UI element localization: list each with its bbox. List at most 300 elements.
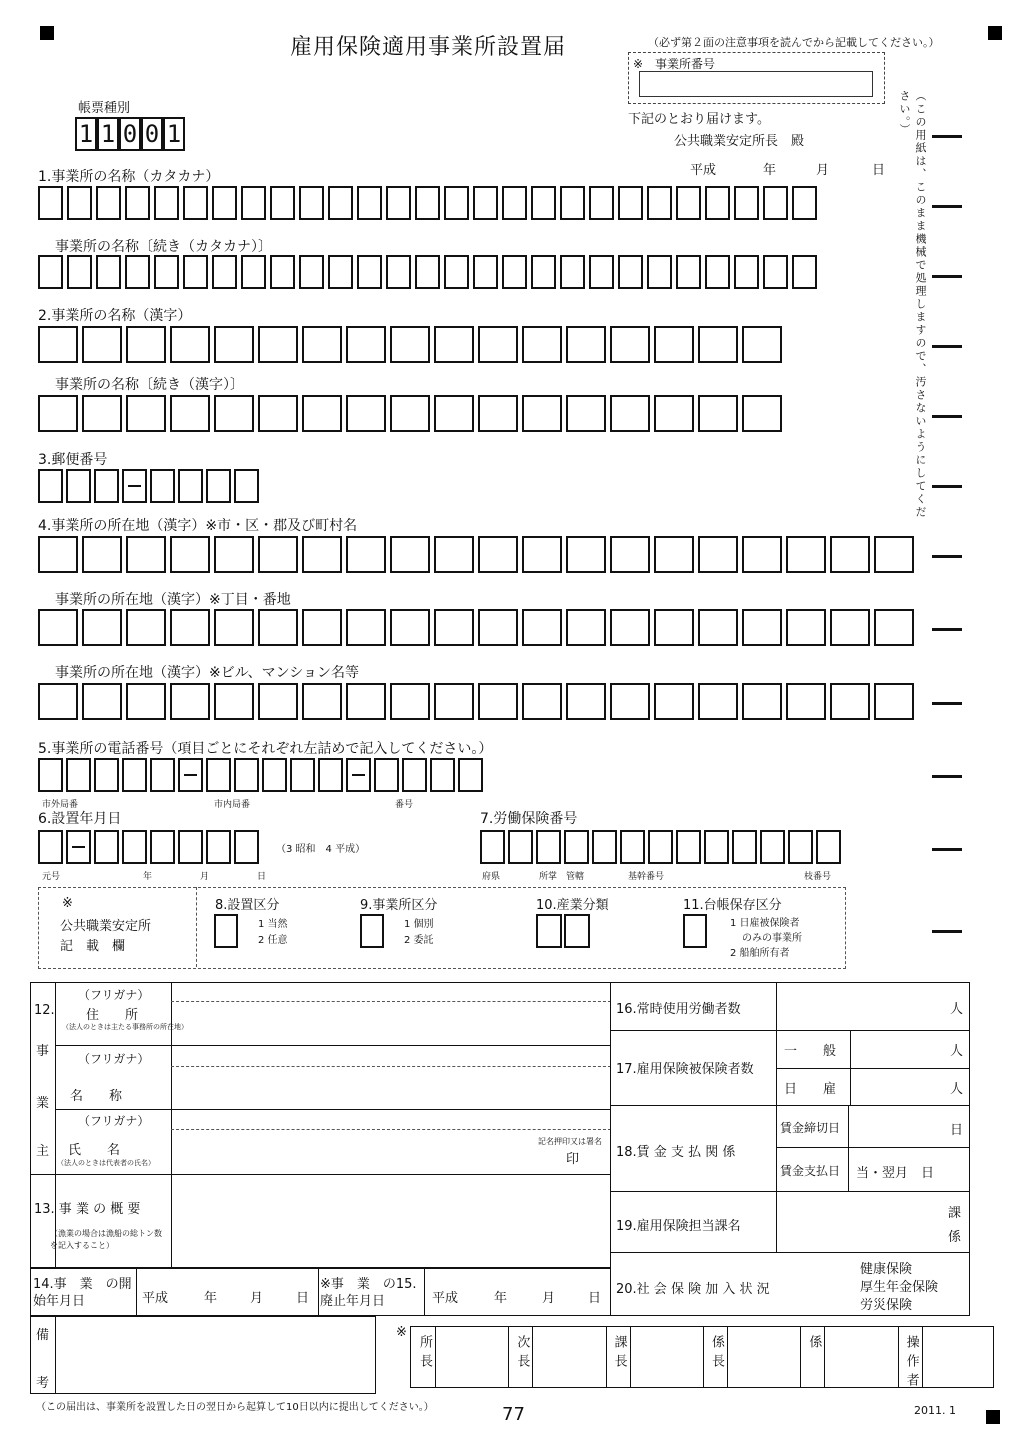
char-cell[interactable] — [502, 186, 527, 220]
char-cell[interactable] — [66, 469, 91, 503]
char-cell[interactable] — [874, 536, 914, 573]
char-cell[interactable] — [170, 609, 210, 646]
form-type-label: 帳票種別 — [78, 101, 131, 116]
divider — [30, 1174, 611, 1175]
form-title: 雇用保険適用事業所設置届 — [290, 35, 567, 60]
char-cell[interactable] — [38, 536, 78, 573]
date-part: 平成 — [142, 1291, 169, 1306]
char-cell[interactable] — [560, 186, 585, 220]
divider — [136, 1268, 137, 1316]
char-cell[interactable] — [94, 758, 119, 792]
char-cell[interactable] — [214, 609, 254, 646]
char-cell[interactable] — [302, 395, 342, 432]
char-cell[interactable] — [647, 255, 672, 289]
furigana-label: （フリガナ） — [78, 1114, 150, 1128]
stamp-slot[interactable] — [533, 1328, 603, 1386]
char-cell[interactable] — [126, 326, 166, 363]
base-number-caption: 基幹番号 — [628, 872, 665, 882]
divider — [508, 1327, 509, 1387]
char-cell[interactable] — [258, 536, 298, 573]
char-cell[interactable] — [346, 395, 386, 432]
char-cell[interactable] — [346, 326, 386, 363]
char-cell[interactable] — [154, 255, 179, 289]
char-cell[interactable] — [126, 683, 166, 720]
registration-mark — [40, 26, 54, 40]
option-text: 1 個別 — [404, 919, 434, 930]
char-cell[interactable] — [618, 186, 643, 220]
char-cell[interactable] — [38, 683, 78, 720]
subsection-unit: 係 — [948, 1230, 962, 1245]
char-cell[interactable] — [178, 469, 203, 503]
daily-label: 日 雇 — [784, 1082, 837, 1097]
industry-code-input[interactable] — [536, 914, 562, 948]
char-cell[interactable] — [566, 536, 606, 573]
char-cell[interactable] — [154, 186, 179, 220]
char-cell[interactable] — [763, 255, 788, 289]
char-cell[interactable] — [390, 609, 430, 646]
char-cell[interactable] — [531, 255, 556, 289]
date-part: 月 — [250, 1291, 264, 1306]
char-cell[interactable] — [38, 758, 63, 792]
char-cell[interactable] — [564, 830, 589, 864]
char-cell[interactable] — [430, 758, 455, 792]
char-cell[interactable] — [150, 469, 175, 503]
char-cell[interactable] — [96, 255, 121, 289]
char-cell[interactable] — [82, 609, 122, 646]
tick-mark — [932, 485, 962, 488]
char-cell[interactable] — [122, 758, 147, 792]
char-cell[interactable] — [434, 683, 474, 720]
char-cell[interactable] — [258, 326, 298, 363]
char-cell[interactable] — [734, 255, 759, 289]
field-7-label: 7.労働保険番号 — [480, 811, 578, 827]
office-type-input[interactable] — [360, 914, 384, 948]
char-cell[interactable] — [328, 186, 353, 220]
char-cell[interactable] — [434, 609, 474, 646]
char-cell[interactable] — [125, 255, 150, 289]
char-cell[interactable] — [786, 536, 826, 573]
field-13-note: （漁業の場合は漁船の総トン数を記入すること） — [50, 1229, 162, 1250]
char-cell[interactable] — [654, 395, 694, 432]
char-cell[interactable] — [178, 830, 203, 864]
char-cell[interactable] — [390, 326, 430, 363]
char-cell[interactable] — [676, 186, 701, 220]
address-label: 住 所 — [86, 1008, 139, 1023]
char-cell[interactable] — [560, 255, 585, 289]
divider — [800, 1327, 801, 1387]
char-cell[interactable] — [234, 469, 259, 503]
address-city-input[interactable] — [38, 536, 914, 573]
registration-mark — [988, 26, 1002, 40]
unit-label: 人 — [950, 1082, 964, 1097]
employer-name-input[interactable] — [172, 1068, 610, 1108]
char-cell[interactable] — [654, 609, 694, 646]
divider — [55, 1109, 611, 1110]
char-cell[interactable] — [38, 609, 78, 646]
char-cell[interactable] — [206, 758, 231, 792]
tick-mark — [932, 628, 962, 631]
prefecture-caption: 府県 — [482, 872, 501, 882]
char-cell[interactable] — [318, 758, 343, 792]
char-cell[interactable] — [94, 830, 119, 864]
field-12-char: 業 — [36, 1096, 50, 1111]
phone-input[interactable] — [38, 758, 483, 792]
char-cell[interactable] — [38, 186, 63, 220]
char-cell[interactable] — [742, 395, 782, 432]
date-month-label: 月 — [816, 163, 830, 178]
employer-address-input[interactable] — [172, 1003, 610, 1044]
char-cell[interactable] — [566, 609, 606, 646]
unit-label: 人 — [950, 1044, 964, 1059]
char-cell[interactable] — [212, 186, 237, 220]
char-cell[interactable] — [434, 395, 474, 432]
closing-day-unit: 日 — [950, 1123, 964, 1138]
accident-insurance: 労災保険 — [860, 1298, 913, 1313]
era-caption: 元号 — [42, 872, 61, 882]
char-cell[interactable] — [38, 326, 78, 363]
char-cell[interactable] — [357, 255, 382, 289]
office-name-kana-input[interactable] — [38, 186, 817, 220]
divider — [610, 1252, 970, 1253]
stamp-slot[interactable] — [728, 1328, 798, 1386]
furigana-label: （フリガナ） — [78, 988, 150, 1002]
char-cell[interactable] — [522, 395, 562, 432]
char-cell[interactable] — [816, 830, 841, 864]
office-name-kana-cont-input[interactable] — [38, 255, 817, 289]
char-cell[interactable] — [299, 186, 324, 220]
char-cell[interactable] — [522, 609, 562, 646]
char-cell[interactable] — [566, 326, 606, 363]
char-cell[interactable] — [522, 536, 562, 573]
char-cell[interactable] — [698, 609, 738, 646]
char-cell[interactable] — [374, 758, 399, 792]
option-text: 2 任意 — [258, 935, 288, 946]
char-cell[interactable] — [444, 186, 469, 220]
char-cell[interactable] — [830, 683, 870, 720]
divider — [776, 1147, 970, 1148]
date-part: 月 — [542, 1291, 556, 1306]
char-cell[interactable] — [792, 255, 817, 289]
field-14-label: 14.事 業 の開始年月日 — [33, 1277, 132, 1309]
char-cell[interactable] — [473, 186, 498, 220]
char-cell[interactable] — [212, 255, 237, 289]
char-cell[interactable] — [610, 609, 650, 646]
char-cell[interactable] — [732, 830, 757, 864]
office-name-kanji-cont-input[interactable] — [38, 395, 782, 432]
office-col-line1: 公共職業安定所 — [60, 919, 152, 934]
field-15-label: ※事 業 の15.廃止年月日 — [320, 1277, 417, 1309]
char-cell[interactable] — [183, 255, 208, 289]
char-cell[interactable] — [654, 536, 694, 573]
char-cell[interactable] — [478, 326, 518, 363]
char-cell[interactable] — [742, 326, 782, 363]
char-cell[interactable] — [214, 395, 254, 432]
tick-mark — [932, 930, 962, 933]
date-part: 日 — [588, 1291, 602, 1306]
char-cell[interactable] — [241, 186, 266, 220]
char-cell[interactable] — [654, 683, 694, 720]
char-cell[interactable] — [647, 186, 672, 220]
established-date-input[interactable] — [38, 830, 259, 864]
char-cell[interactable] — [676, 830, 701, 864]
pension-insurance: 厚生年金保険 — [860, 1280, 939, 1295]
char-cell[interactable] — [618, 255, 643, 289]
ledger-type-input[interactable] — [683, 914, 707, 948]
field-6-label: 6.設置年月日 — [38, 811, 122, 827]
char-cell[interactable] — [415, 255, 440, 289]
stamp-mark: ※ — [396, 1325, 407, 1340]
char-cell[interactable] — [270, 255, 295, 289]
char-cell[interactable] — [302, 683, 342, 720]
char-cell[interactable] — [742, 683, 782, 720]
tick-mark — [932, 205, 962, 208]
char-cell[interactable] — [150, 758, 175, 792]
char-cell[interactable] — [473, 255, 498, 289]
char-cell[interactable] — [589, 255, 614, 289]
char-cell[interactable] — [390, 395, 430, 432]
char-cell[interactable] — [67, 255, 92, 289]
option-text: 2 船舶所有者 — [730, 948, 790, 959]
business-summary-input[interactable] — [172, 1176, 610, 1266]
char-cell[interactable] — [698, 536, 738, 573]
char-cell[interactable] — [508, 830, 533, 864]
char-cell[interactable] — [170, 326, 210, 363]
char-cell[interactable] — [415, 186, 440, 220]
day-caption: 日 — [257, 872, 267, 882]
char-cell[interactable] — [170, 683, 210, 720]
char-cell[interactable] — [610, 395, 650, 432]
char-cell[interactable] — [299, 255, 324, 289]
char-cell[interactable] — [786, 683, 826, 720]
char-cell[interactable] — [38, 255, 63, 289]
char-cell[interactable] — [183, 186, 208, 220]
char-cell[interactable] — [67, 186, 92, 220]
divider — [776, 1068, 970, 1069]
char-cell[interactable] — [82, 683, 122, 720]
office-name-kanji-input[interactable] — [38, 326, 782, 363]
stamp-label: 操作者 — [903, 1335, 919, 1392]
char-cell[interactable] — [566, 395, 606, 432]
stamp-label: 係 — [806, 1335, 822, 1354]
char-cell[interactable] — [302, 536, 342, 573]
char-cell[interactable] — [234, 758, 259, 792]
char-cell[interactable] — [654, 326, 694, 363]
field-12-num: 12. — [34, 1003, 55, 1018]
char-cell[interactable] — [763, 186, 788, 220]
char-cell[interactable] — [38, 395, 78, 432]
form-type-digit: 0 — [141, 117, 163, 151]
char-cell[interactable] — [874, 683, 914, 720]
char-cell[interactable] — [698, 395, 738, 432]
char-cell[interactable] — [478, 395, 518, 432]
char-cell[interactable] — [478, 536, 518, 573]
divider — [196, 887, 197, 967]
field-12-char: 事 — [36, 1044, 50, 1059]
char-cell[interactable] — [390, 683, 430, 720]
stamp-slot[interactable] — [923, 1328, 993, 1386]
char-cell[interactable] — [502, 255, 527, 289]
number-caption: 番号 — [395, 800, 414, 810]
tick-mark — [932, 775, 962, 778]
furigana-line — [171, 1001, 611, 1002]
char-cell[interactable] — [566, 683, 606, 720]
char-cell[interactable] — [434, 536, 474, 573]
char-cell[interactable] — [760, 830, 785, 864]
char-cell[interactable] — [830, 536, 870, 573]
char-cell[interactable] — [788, 830, 813, 864]
char-cell[interactable] — [536, 830, 561, 864]
stamp-slot[interactable] — [631, 1328, 701, 1386]
char-cell[interactable] — [302, 326, 342, 363]
stamp-slot[interactable] — [825, 1328, 895, 1386]
char-cell[interactable] — [346, 536, 386, 573]
address-building-input[interactable] — [38, 683, 914, 720]
postal-code-input[interactable] — [38, 469, 259, 503]
char-cell[interactable] — [698, 683, 738, 720]
char-cell[interactable] — [705, 186, 730, 220]
side-note: （この用紙は、このまま機械で処理しますので、汚さないようにしてください。） — [898, 90, 927, 519]
local-code-caption: 市内局番 — [214, 800, 251, 810]
char-cell[interactable] — [830, 609, 870, 646]
char-cell[interactable] — [258, 395, 298, 432]
char-cell[interactable] — [258, 609, 298, 646]
char-cell[interactable] — [170, 395, 210, 432]
char-cell[interactable] — [480, 830, 505, 864]
seal-note: 記名押印又は署名 — [538, 1137, 602, 1146]
stamp-label: 課長 — [611, 1335, 627, 1373]
char-cell[interactable] — [126, 609, 166, 646]
char-cell[interactable] — [262, 758, 287, 792]
char-cell[interactable] — [234, 830, 259, 864]
char-cell[interactable] — [402, 758, 427, 792]
char-cell[interactable] — [390, 536, 430, 573]
char-cell[interactable] — [258, 683, 298, 720]
field-4c-label: 事業所の所在地（漢字）※ビル、マンション名等 — [55, 665, 359, 681]
char-cell[interactable] — [214, 683, 254, 720]
char-cell[interactable] — [96, 186, 121, 220]
char-cell[interactable] — [704, 830, 729, 864]
tick-mark — [932, 415, 962, 418]
date-part: 日 — [296, 1291, 310, 1306]
office-number-input[interactable] — [639, 71, 873, 97]
char-cell[interactable] — [676, 255, 701, 289]
pay-day-label: 賃金支払日 — [780, 1164, 841, 1178]
char-cell[interactable] — [478, 609, 518, 646]
char-cell[interactable] — [786, 609, 826, 646]
field-17-label: 17.雇用保険被保険者数 — [616, 1062, 754, 1077]
date-part: 平成 — [432, 1291, 459, 1306]
tick-mark — [932, 555, 962, 558]
furigana-line — [171, 1129, 611, 1130]
char-cell[interactable] — [620, 830, 645, 864]
char-cell[interactable] — [734, 186, 759, 220]
establishment-type-input[interactable] — [214, 914, 238, 948]
field-5-label: 5.事業所の電話番号（項目ごとにそれぞれ左詰めで記入してください。） — [38, 741, 493, 757]
labor-insurance-number-input[interactable] — [480, 830, 841, 864]
char-cell[interactable] — [458, 758, 483, 792]
char-cell[interactable] — [302, 609, 342, 646]
char-cell[interactable] — [206, 830, 231, 864]
char-cell[interactable] — [290, 758, 315, 792]
tick-mark — [932, 135, 962, 138]
char-cell[interactable] — [648, 830, 673, 864]
address-block-input[interactable] — [38, 609, 914, 646]
char-cell[interactable] — [742, 536, 782, 573]
char-cell[interactable] — [150, 830, 175, 864]
field-19-label: 19.雇用保険担当課名 — [616, 1219, 741, 1234]
char-cell[interactable] — [531, 186, 556, 220]
char-cell[interactable] — [522, 326, 562, 363]
option-text: 1 日雇被保険者 — [730, 918, 800, 929]
field-12-char: 主 — [36, 1144, 50, 1159]
char-cell[interactable] — [241, 255, 266, 289]
char-cell[interactable] — [125, 186, 150, 220]
char-cell[interactable] — [126, 536, 166, 573]
char-cell[interactable] — [698, 326, 738, 363]
field-20-label: 20.社 会 保 険 加 入 状 況 — [616, 1282, 770, 1297]
char-cell[interactable] — [434, 326, 474, 363]
industry-code-input[interactable] — [564, 914, 590, 948]
char-cell[interactable] — [705, 255, 730, 289]
char-cell[interactable] — [444, 255, 469, 289]
char-cell[interactable] — [357, 186, 382, 220]
char-cell[interactable] — [386, 186, 411, 220]
divider — [55, 982, 56, 1268]
char-cell[interactable] — [122, 830, 147, 864]
person-label: 氏 名 — [68, 1143, 121, 1158]
representative-name-input[interactable] — [172, 1131, 532, 1173]
char-cell[interactable] — [742, 609, 782, 646]
stamp-slot[interactable] — [436, 1328, 506, 1386]
date-year-label: 年 — [763, 163, 777, 178]
char-cell[interactable] — [94, 469, 119, 503]
char-cell[interactable] — [610, 326, 650, 363]
pay-day-unit: 当・翌月 日 — [856, 1166, 935, 1181]
char-cell[interactable] — [270, 186, 295, 220]
char-cell[interactable] — [610, 683, 650, 720]
char-cell[interactable] — [38, 469, 63, 503]
char-cell[interactable] — [386, 255, 411, 289]
char-cell[interactable] — [82, 395, 122, 432]
char-cell[interactable] — [874, 609, 914, 646]
form-type-digit: 1 — [97, 117, 119, 151]
char-cell[interactable] — [66, 758, 91, 792]
char-cell[interactable] — [328, 255, 353, 289]
char-cell[interactable] — [589, 186, 614, 220]
char-cell[interactable] — [38, 830, 63, 864]
char-cell[interactable] — [792, 186, 817, 220]
remarks-box[interactable] — [30, 1316, 376, 1394]
remarks-char: 備 — [36, 1328, 50, 1343]
char-cell[interactable] — [82, 536, 122, 573]
char-cell[interactable] — [592, 830, 617, 864]
year-caption: 年 — [143, 872, 153, 882]
char-cell[interactable] — [126, 395, 166, 432]
char-cell[interactable] — [610, 536, 650, 573]
field-1b-label: 事業所の名称〔続き（カタカナ）〕 — [55, 239, 272, 255]
char-cell[interactable] — [206, 469, 231, 503]
char-cell[interactable] — [346, 609, 386, 646]
field-13-label: 13. 事 業 の 概 要 — [34, 1202, 141, 1217]
char-cell[interactable] — [478, 683, 518, 720]
char-cell[interactable] — [82, 326, 122, 363]
char-cell[interactable] — [522, 683, 562, 720]
char-cell[interactable] — [214, 536, 254, 573]
char-cell[interactable] — [346, 683, 386, 720]
remarks-char: 考 — [36, 1376, 50, 1391]
char-cell[interactable] — [214, 326, 254, 363]
char-cell[interactable] — [170, 536, 210, 573]
